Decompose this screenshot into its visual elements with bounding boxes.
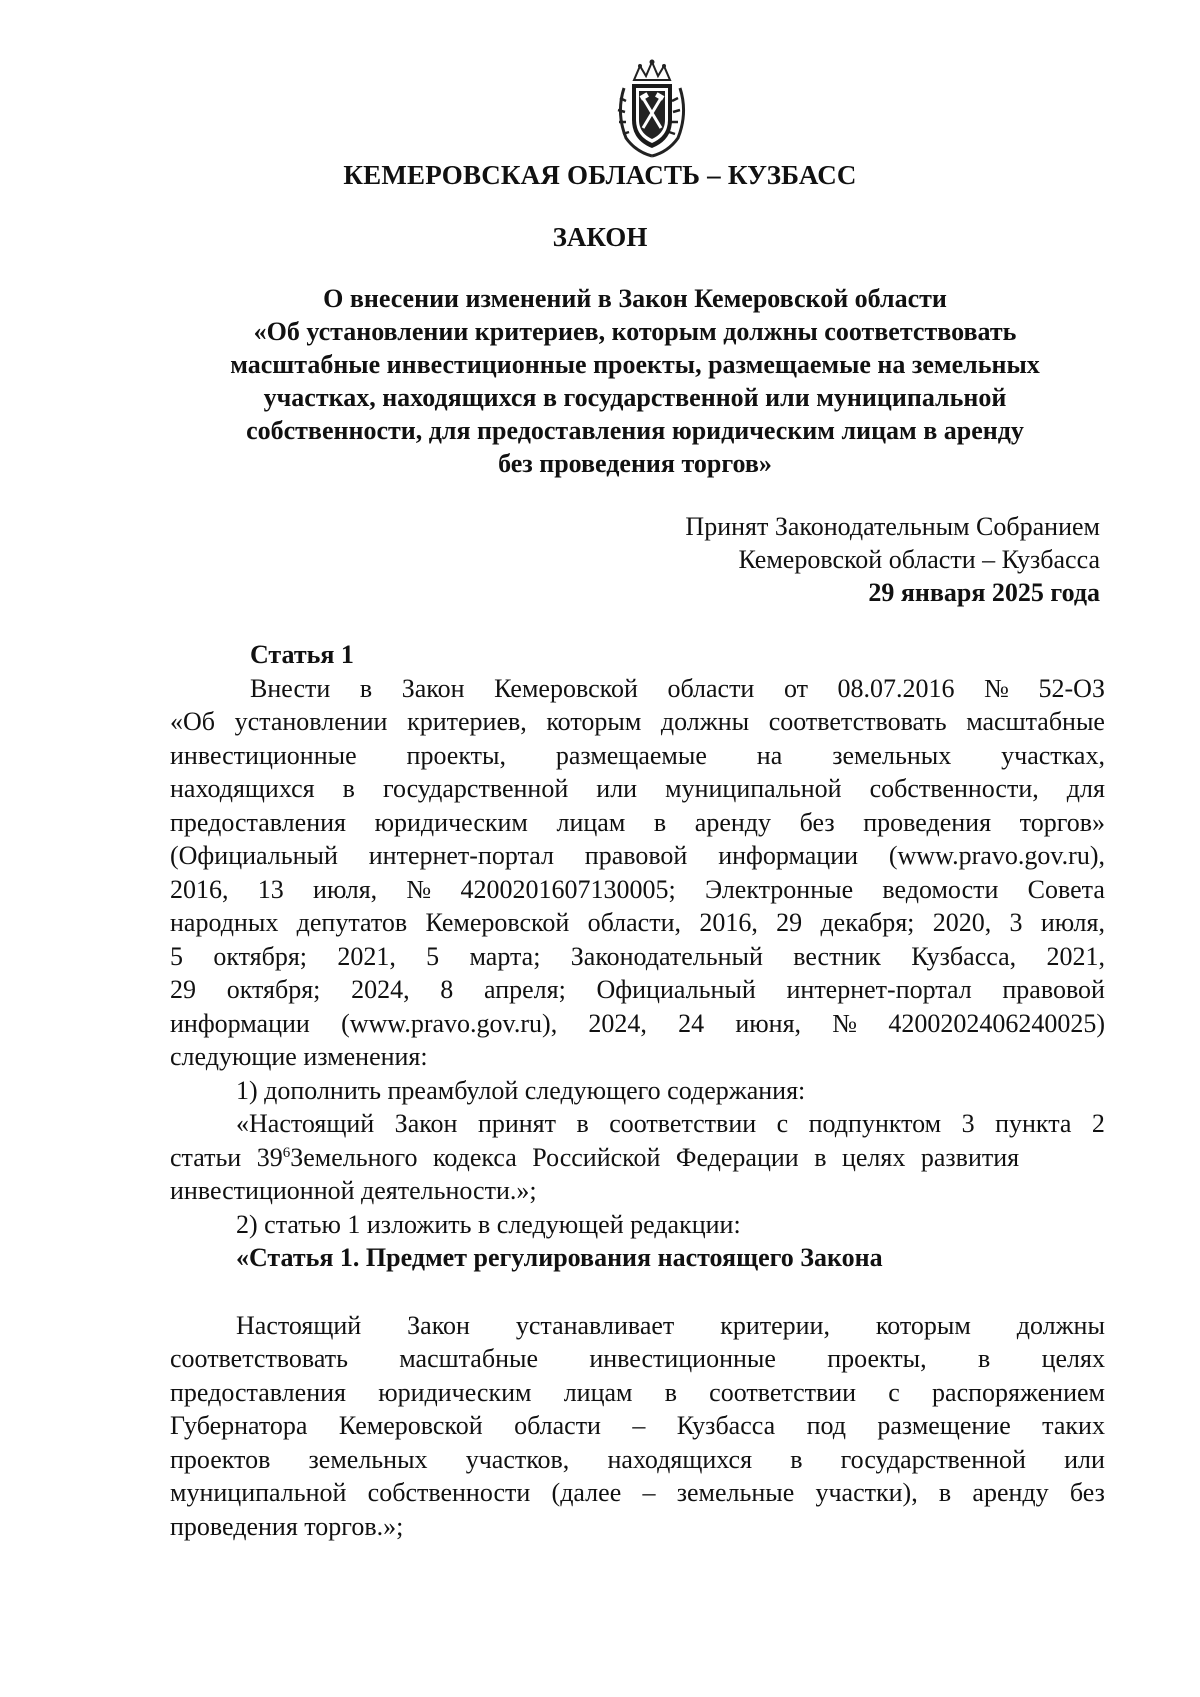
quote-line xyxy=(170,1141,1105,1175)
word: Кузбасса xyxy=(676,1411,776,1440)
word: в xyxy=(576,1109,589,1138)
quote-line xyxy=(170,1107,1105,1141)
word: области xyxy=(514,1411,601,1440)
word: 5 xyxy=(170,941,183,971)
word: в xyxy=(977,1344,991,1373)
word: декабря; xyxy=(820,908,915,937)
word: 2016, xyxy=(170,874,229,904)
word: октября; xyxy=(226,975,321,1004)
word: информации xyxy=(718,841,859,870)
word: или xyxy=(596,774,638,803)
coat-of-arms-emblem xyxy=(612,58,692,158)
word: в xyxy=(790,1444,803,1474)
title-line: О внесении изменений в Закон Кемеровской области xyxy=(323,284,947,313)
new-article-heading: «Статья 1. Предмет регулирования настоящего Закона xyxy=(236,1243,883,1272)
word: собственности xyxy=(367,1478,531,1507)
word: информации xyxy=(170,1008,310,1038)
word: 24 xyxy=(678,1008,705,1038)
word: 2016, xyxy=(699,908,758,937)
paragraph-line xyxy=(170,873,1105,907)
word: Кемеровской xyxy=(494,673,638,703)
word: марта; xyxy=(469,941,541,971)
paragraph-line xyxy=(170,739,1105,773)
title-line: собственности, для предоставления юридическим лицам в аренду xyxy=(246,416,1024,445)
word: 8 xyxy=(440,975,454,1004)
word: инвестиционные xyxy=(170,740,357,770)
adoption-block xyxy=(685,510,1100,609)
word: для xyxy=(1066,774,1105,803)
word: пункта xyxy=(995,1109,1072,1138)
word: целях xyxy=(1041,1344,1105,1373)
law-title xyxy=(195,282,1075,480)
quote-line: инвестиционной деятельности.»; xyxy=(170,1176,537,1205)
quote-text: статьи 39 xyxy=(170,1142,283,1172)
word: Внести xyxy=(250,673,331,703)
word: Законодательный xyxy=(570,941,763,971)
word: проекты, xyxy=(406,740,506,770)
word: 3 xyxy=(961,1109,975,1138)
word: Закон xyxy=(394,1109,458,1138)
word: 2024, xyxy=(351,975,410,1004)
word: или xyxy=(1064,1444,1105,1474)
word: земельных xyxy=(832,740,952,770)
word: находящихся xyxy=(607,1444,753,1474)
word: правовой xyxy=(1002,975,1105,1004)
word: Электронные xyxy=(705,874,854,904)
paragraph-line xyxy=(170,1376,1105,1410)
word: Кемеровской xyxy=(338,1411,483,1440)
document-type: ЗАКОН xyxy=(552,222,648,252)
word: которым xyxy=(546,707,642,736)
word: соответствии xyxy=(709,1377,857,1407)
word: подпунктом xyxy=(808,1109,942,1138)
word: аренду xyxy=(972,1478,1049,1507)
spacer xyxy=(170,1275,1105,1309)
word: Кузбасса, xyxy=(911,941,1017,971)
word: участки), xyxy=(815,1478,918,1507)
word: установлении xyxy=(234,707,388,736)
word: 29 xyxy=(170,975,196,1004)
paragraph-line xyxy=(170,1476,1105,1510)
article-body xyxy=(170,638,1105,1543)
word: в xyxy=(653,807,667,837)
article-heading: Статья 1 xyxy=(250,640,354,669)
paragraph-line xyxy=(170,806,1105,840)
word: 2020, xyxy=(932,908,992,937)
list-item: 1) дополнить преамбулой следующего содержания: xyxy=(236,1075,806,1105)
word: Настоящий xyxy=(236,1310,362,1340)
word: народных xyxy=(170,908,279,937)
word: 2021, xyxy=(1046,941,1105,971)
paragraph-line xyxy=(170,973,1105,1007)
paragraph-line: следующие изменения: xyxy=(170,1042,428,1071)
word: соответствии xyxy=(609,1109,757,1138)
paragraph-line xyxy=(170,1342,1105,1376)
word: участков, xyxy=(465,1444,570,1474)
word: Закон xyxy=(407,1310,470,1340)
quote-text: Земельного кодекса Российской Федерации в целях развития xyxy=(290,1142,1020,1172)
word: в xyxy=(359,673,373,703)
word: таких xyxy=(1042,1411,1105,1440)
paragraph-line xyxy=(170,1409,1105,1443)
word: находящихся xyxy=(170,774,315,803)
paragraph-line xyxy=(170,705,1105,739)
word: юридическим xyxy=(378,1377,532,1407)
paragraph-line xyxy=(170,839,1105,873)
word: проекты, xyxy=(827,1344,927,1373)
word: 4200201607130005; xyxy=(460,874,676,904)
word: области, xyxy=(587,908,681,937)
word: проектов xyxy=(170,1444,271,1474)
word: 5 xyxy=(426,941,440,971)
word: (далее xyxy=(551,1478,622,1507)
word: 3 xyxy=(1009,908,1023,937)
word: критерии, xyxy=(720,1310,830,1340)
word: масштабные xyxy=(399,1344,538,1373)
word: № xyxy=(406,874,432,904)
word: должны xyxy=(1016,1310,1105,1340)
paragraph-line xyxy=(170,1309,1105,1343)
word: 4200202406240025) xyxy=(888,1008,1105,1038)
word: в xyxy=(664,1377,677,1407)
word: 08.07.2016 xyxy=(837,673,955,703)
word: устанавливает xyxy=(515,1310,675,1340)
word: октября; xyxy=(213,941,308,971)
word: (Официальный xyxy=(170,841,338,870)
word: без xyxy=(799,807,835,837)
paragraph-line xyxy=(170,672,1105,706)
word: принят xyxy=(477,1109,557,1138)
word: – xyxy=(642,1478,656,1507)
word: в xyxy=(938,1478,952,1507)
word: собственности, xyxy=(869,774,1039,803)
word: Совета xyxy=(1027,874,1105,904)
word: Закон xyxy=(401,673,465,703)
paragraph-line xyxy=(170,940,1105,974)
word: 29 xyxy=(776,908,803,937)
word: государственной xyxy=(382,774,569,803)
word: участках, xyxy=(1001,740,1105,770)
word: 2024, xyxy=(588,1008,647,1038)
adopted-by-line: Принят Законодательным Собранием xyxy=(685,512,1100,541)
word: масштабные xyxy=(966,707,1105,736)
word: муниципальной xyxy=(665,774,842,803)
word: № xyxy=(832,1008,858,1038)
word: от xyxy=(783,673,808,703)
title-line: без проведения торгов» xyxy=(498,449,772,478)
paragraph-line xyxy=(170,906,1105,940)
word: государственной xyxy=(840,1444,1026,1474)
paragraph-line: проведения торгов.»; xyxy=(170,1511,404,1541)
title-line: масштабные инвестиционные проекты, размещаемые на земельных xyxy=(230,350,1040,379)
word: соответствовать xyxy=(768,707,947,736)
word: инвестиционные xyxy=(589,1344,776,1373)
word: правовой xyxy=(584,841,688,870)
superscript: 6 xyxy=(282,1144,291,1161)
region-name: КЕМЕРОВСКАЯ ОБЛАСТЬ – КУЗБАСС xyxy=(343,160,857,190)
word: «Об xyxy=(170,707,216,736)
word: с xyxy=(888,1377,900,1407)
word: 13 xyxy=(257,874,284,904)
word: в xyxy=(342,774,355,803)
word: июля, xyxy=(1040,908,1105,937)
word: Кемеровской xyxy=(425,908,570,937)
word: размещение xyxy=(877,1411,1011,1440)
word: Официальный xyxy=(596,975,756,1004)
word: «Настоящий xyxy=(236,1109,375,1138)
adoption-date: 29 января 2025 года xyxy=(868,578,1100,607)
word: апреля; xyxy=(484,975,566,1004)
word: интернет-портал xyxy=(786,975,972,1004)
word: критериев, xyxy=(407,707,527,736)
word: интернет-портал xyxy=(368,841,554,870)
word: области xyxy=(667,673,755,703)
word: земельные xyxy=(676,1478,795,1507)
word: аренду xyxy=(694,807,772,837)
paragraph-line xyxy=(170,1007,1105,1041)
word: под xyxy=(806,1411,846,1440)
word: Губернатора xyxy=(170,1411,308,1440)
paragraph-line xyxy=(170,1443,1105,1477)
word: лицам xyxy=(556,807,626,837)
word: 2021, xyxy=(337,941,396,971)
word: которым xyxy=(875,1310,971,1340)
word: юридическим xyxy=(374,807,528,837)
word: – xyxy=(632,1411,646,1440)
word: с xyxy=(776,1109,789,1138)
word: № xyxy=(984,673,1009,703)
adopted-by-line: Кемеровской области – Кузбасса xyxy=(738,545,1100,574)
word: вестник xyxy=(793,941,881,971)
word: 2 xyxy=(1091,1109,1105,1138)
word: муниципальной xyxy=(170,1478,347,1507)
word: 52-ОЗ xyxy=(1038,673,1105,703)
word: торгов» xyxy=(1019,807,1105,837)
word: июня, xyxy=(735,1008,802,1038)
word: должны xyxy=(660,707,750,736)
word: (www.pravo.gov.ru), xyxy=(888,841,1105,870)
title-line: участках, находящихся в государственной или муниципальной xyxy=(263,383,1007,412)
word: распоряжением xyxy=(932,1377,1105,1407)
word: на xyxy=(756,740,783,770)
word: размещаемые xyxy=(555,740,707,770)
word: предоставления xyxy=(170,1377,346,1407)
word: проведения xyxy=(863,807,992,837)
word: (www.pravo.gov.ru), xyxy=(341,1008,558,1038)
word: ведомости xyxy=(882,874,999,904)
word: депутатов xyxy=(296,908,408,937)
paragraph-line xyxy=(170,772,1105,806)
word: земельных xyxy=(308,1444,428,1474)
word: соответствовать xyxy=(170,1344,348,1373)
word: предоставления xyxy=(170,807,346,837)
word: без xyxy=(1069,1478,1105,1507)
title-line: «Об установлении критериев, которым должны соответствовать xyxy=(253,317,1017,346)
word: лицам xyxy=(563,1377,633,1407)
list-item: 2) статью 1 изложить в следующей редакции: xyxy=(236,1209,741,1239)
word: июля, xyxy=(313,874,378,904)
